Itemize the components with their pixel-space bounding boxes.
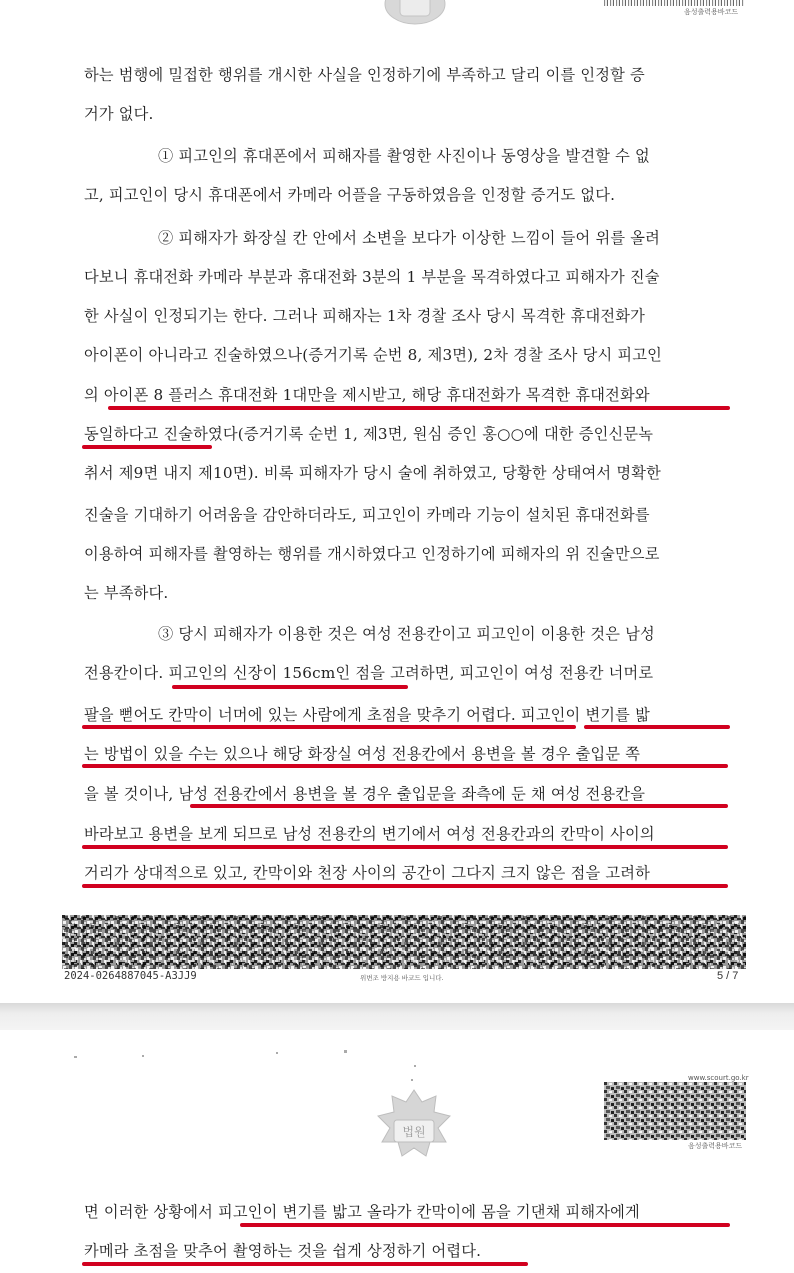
- text-line: 진술을 기대하기 어려움을 감안하더라도, 피고인이 카메라 기능이 설치된 휴대전화를: [84, 506, 650, 524]
- text-line: 팔을 뻗어도 칸막이 너머에 있는 사람에게 초점을 맞추기 어렵다. 피고인이 변기를 밟: [84, 706, 650, 724]
- text-line: 바라보고 용변을 보게 되므로 남성 전용칸의 변기에서 여성 전용칸과의 칸막이 사이의: [84, 825, 655, 843]
- highlight-underline: [82, 845, 728, 849]
- highlight-underline: [172, 685, 408, 689]
- page-separator: [0, 1003, 794, 1030]
- text-line: ② 피해자가 화장실 칸 안에서 소변을 보다가 이상한 느낌이 들어 위를 올려: [158, 229, 660, 247]
- highlight-underline: [584, 725, 730, 729]
- text-line: 다보니 휴대전화 카메라 부분과 휴대전화 3분의 1 부분을 목격하였다고 피해자가 진술: [84, 268, 660, 286]
- text-line: 한 사실이 인정되기는 한다. 그러나 피해자는 1차 경찰 조사 당시 목격한 휴대전화가: [84, 307, 645, 325]
- text-line: 카메라 초점을 맞추어 촬영하는 것을 쉽게 상정하기 어렵다.: [84, 1242, 482, 1260]
- anti-forgery-barcode: [62, 915, 746, 969]
- qr-barcode: [604, 1082, 746, 1140]
- text-line: 취서 제9면 내지 제10면). 비록 피해자가 당시 술에 취하였고, 당황한 상태여서 명확한: [84, 464, 661, 482]
- voice-barcode: [604, 0, 744, 6]
- scan-dot: [411, 1079, 413, 1081]
- highlight-underline: [240, 1223, 730, 1227]
- text-line: 전용칸이다. 피고인의 신장이 156cm인 점을 고려하면, 피고인이 여성 전용칸 너머로: [84, 664, 654, 682]
- text-line: 거가 없다.: [84, 105, 154, 123]
- text-line: 하는 범행에 밀접한 행위를 개시한 사실을 인정하기에 부족하고 달리 이를 인정할 증: [84, 66, 645, 84]
- text-line: 는 방법이 있을 수는 있으나 해당 화장실 여성 전용칸에서 용변을 볼 경우 출입문 쪽: [84, 745, 641, 763]
- text-line: 이용하여 피해자를 촬영하는 행위를 개시하였다고 인정하기에 피해자의 위 진술만으로: [84, 545, 660, 563]
- text-line: 거리가 상대적으로 있고, 칸막이와 천장 사이의 공간이 그다지 크지 않은 점을 고려하: [84, 864, 650, 882]
- highlight-underline: [82, 1262, 528, 1266]
- scan-dot: [414, 1065, 416, 1067]
- text-line: 는 부족하다.: [84, 584, 169, 602]
- court-emblem-icon: [372, 1086, 456, 1162]
- barcode-note: 위변조 방지용 바코드 입니다.: [360, 974, 444, 982]
- voice-barcode-label: 음성출력용바코드: [688, 1142, 743, 1150]
- voice-barcode-label: 음성출력용바코드: [684, 8, 739, 16]
- site-url: www.scourt.go.kr: [688, 1074, 749, 1082]
- text-line: 면 이러한 상황에서 피고인이 변기를 밟고 올라가 칸막이에 몸을 기댄채 피해자에게: [84, 1203, 640, 1221]
- text-line: ① 피고인의 휴대폰에서 피해자를 촬영한 사진이나 동영상을 발견할 수 없: [158, 147, 650, 165]
- highlight-underline: [82, 764, 728, 768]
- page-number: 5 / 7: [717, 970, 739, 982]
- scan-dot: [142, 1055, 144, 1057]
- highlight-underline: [108, 406, 730, 410]
- highlight-underline: [82, 884, 728, 888]
- scan-dot: [344, 1050, 347, 1053]
- highlight-underline: [82, 725, 576, 729]
- highlight-underline: [82, 445, 212, 449]
- emblem-text: 법원: [402, 1125, 426, 1139]
- text-line: 의 아이폰 8 플러스 휴대전화 1대만을 제시받고, 해당 휴대전화가 목격한 휴대전화와: [84, 386, 650, 404]
- text-line: ③ 당시 피해자가 이용한 것은 여성 전용칸이고 피고인이 이용한 것은 남성: [158, 625, 655, 643]
- scan-dot: [276, 1052, 278, 1054]
- text-line: 동일하다고 진술하였다(증거기록 순번 1, 제3면, 원심 증인 홍○○에 대한 증인신문녹: [84, 425, 654, 443]
- document-page-6: [0, 1030, 794, 1273]
- scan-dot: [74, 1056, 77, 1058]
- court-emblem-icon: [380, 0, 450, 32]
- text-line: 을 볼 것이나, 남성 전용칸에서 용변을 볼 경우 출입문을 좌측에 둔 채 여성 전용칸을: [84, 785, 646, 803]
- document-id: 2024-0264887045-A3JJ9: [64, 970, 197, 982]
- highlight-underline: [190, 804, 728, 808]
- text-line: 고, 피고인이 당시 휴대폰에서 카메라 어플을 구동하였음을 인정할 증거도 없다.: [84, 186, 616, 204]
- text-line: 아이폰이 아니라고 진술하였으나(증거기록 순번 8, 제3면), 2차 경찰 조사 당시 피고인: [84, 346, 663, 364]
